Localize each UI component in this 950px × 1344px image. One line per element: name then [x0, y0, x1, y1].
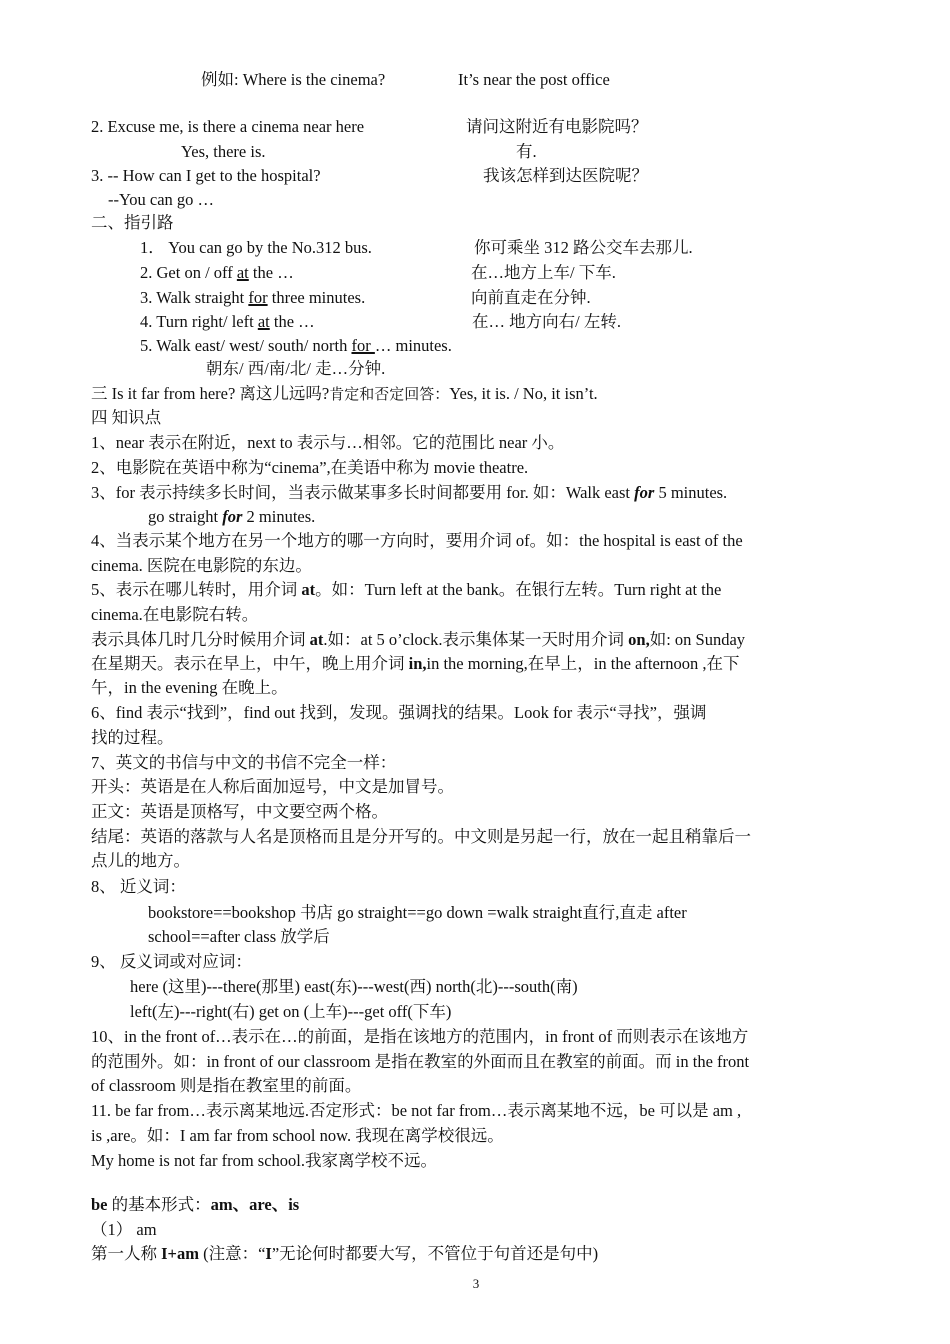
direction-4 [140, 311, 315, 333]
knowledge-point-6: 6、find 表示“找到”，find out 找到，发现。强调找的结果。Look for 表示“寻找”，强调 [91, 703, 707, 722]
knowledge-point-3-example-tail: 2 minutes. [242, 507, 316, 526]
knowledge-point-11: 11. be far from…表示离某地远.否定形式：be not far from…表示离某地不远，be 可以是 am , [91, 1101, 742, 1120]
direction-4-cn: 在… 地方向右/ 左转. [472, 312, 621, 331]
direction-5-cn: 朝东/ 西/南/北/ 走…分钟. [206, 359, 386, 378]
direction-3-text: 3. Walk straight [140, 288, 249, 307]
knowledge-point-3-tail: 5 minutes. [654, 483, 728, 502]
knowledge-point-5-day-text: 在星期天。表示在早上，中午，晚上用介词 [91, 654, 409, 673]
direction-5-tail: … minutes. [374, 336, 452, 355]
knowledge-point-3-example-keyword: for [222, 507, 243, 526]
sentence-2: 2. Excuse me, is there a cinema near here [91, 117, 365, 136]
be-forms-heading [91, 1194, 299, 1216]
knowledge-point-3 [91, 482, 727, 504]
knowledge-point-5-keyword: at [301, 580, 316, 599]
knowledge-point-3-example-text: go straight [148, 507, 223, 526]
page-number: 3 [472, 1276, 480, 1291]
knowledge-point-7: 7、英文的书信与中文的书信不完全一样： [91, 753, 397, 772]
direction-3-cn: 向前直走在分钟. [471, 288, 591, 307]
knowledge-point-7-opening: 开头：英语是在人称后面加逗号，中文是加冒号。 [91, 777, 454, 796]
direction-3-tail: three minutes. [267, 288, 366, 307]
sentence-3: 3. -- How can I get to the hospital? [91, 166, 321, 185]
knowledge-point-11-example: My home is not far from school.我家离学校不远。 [91, 1151, 438, 1170]
knowledge-point-11-cont: is ,are。如：I am far from school now. 我现在离学校很远。 [91, 1126, 504, 1145]
knowledge-point-5-evening: 午，in the evening 在晚上。 [91, 678, 288, 697]
knowledge-point-5-text: 5、表示在哪儿转时，用介词 [91, 580, 302, 599]
section-heading-2: 二、指引路 [91, 213, 174, 232]
be-forms-label: 的基本形式： [107, 1195, 211, 1214]
knowledge-point-5-time-keyword: at [309, 630, 324, 649]
knowledge-point-5-cont: cinema.在电影院右转。 [91, 605, 259, 624]
antonyms-line-1: here (这里)---there(那里) east(东)---west(西) north(北)---south(南) [130, 977, 578, 996]
section-3-answer: Yes, it is. / No, it isn’t. [449, 384, 598, 403]
sentence-2-reply: Yes, there is. [181, 142, 266, 161]
be-form-am-pattern: I+am [161, 1244, 199, 1263]
example-answer: It’s near the post office [458, 70, 610, 89]
knowledge-point-4: 4、当表示某个地方在另一个地方的哪一方向时，要用介词 of。如：the hospital is east of the [91, 531, 743, 550]
direction-4-keyword: at [257, 312, 270, 331]
be-form-am: （1） am [91, 1220, 157, 1239]
example-question: 例如: Where is the cinema? [201, 70, 386, 89]
knowledge-point-5-time-tail: 如: on Sunday [649, 630, 746, 649]
direction-4-tail: the … [269, 312, 315, 331]
knowledge-point-10: 10、in the front of…表示在…的前面，是指在该地方的范围内，in front of 而则表示在该地方 [91, 1027, 749, 1046]
knowledge-point-10-end: of classroom 则是指在教室里的前面。 [91, 1076, 362, 1095]
section-3-note: 肯定和否定回答： [329, 387, 450, 403]
sentence-2-cn: 请问这附近有电影院吗？ [466, 117, 648, 136]
direction-1: 1． You can go by the No.312 bus. [140, 238, 372, 257]
section-heading-3 [91, 383, 598, 406]
be-form-am-note: ”无论何时都要大写，不管位于句首还是句中) [271, 1244, 599, 1263]
direction-4-text: 4. Turn right/ left [140, 312, 258, 331]
direction-2-keyword: at [236, 263, 249, 282]
sentence-3-cn: 我该怎样到达医院呢？ [483, 166, 648, 185]
knowledge-point-3-example [148, 506, 315, 528]
knowledge-point-10-cont: 的范围外。如：in front of our classroom 是指在教室的外面而且在教室的前面。而 in the front [91, 1052, 750, 1071]
knowledge-point-7-body: 正文：英语是顶格写，中文要空两个格。 [91, 802, 388, 821]
knowledge-point-9: 9、 反义词或对应词： [91, 952, 252, 971]
knowledge-point-5-day-tail: in the morning,在早上，in the afternoon ,在下 [426, 654, 740, 673]
knowledge-point-2: 2、电影院在英语中称为“cinema”,在美语中称为 movie theatre. [91, 458, 529, 477]
be-form-am-note-open: (注意：“ [198, 1244, 266, 1263]
direction-2-text: 2. Get on / off [140, 263, 237, 282]
knowledge-point-5-time-keyword-on: on, [628, 630, 650, 649]
direction-5-text: 5. Walk east/ west/ south/ north [140, 336, 352, 355]
direction-5-keyword: for [351, 336, 375, 355]
knowledge-point-8: 8、 近义词： [91, 877, 186, 896]
direction-5 [140, 335, 452, 357]
be-word: be [91, 1195, 108, 1214]
direction-2 [140, 262, 294, 284]
be-form-am-note-i: I [265, 1244, 272, 1263]
knowledge-point-5-time [91, 629, 745, 651]
knowledge-point-6-cont: 找的过程。 [91, 728, 174, 747]
section-heading-4: 四 知识点 [91, 408, 162, 427]
knowledge-point-5-day-keyword: in, [408, 654, 427, 673]
knowledge-point-5-tail: 。如：Turn left at the bank。在银行左转。Turn right at the [315, 580, 722, 599]
direction-2-cn: 在…地方上车/ 下车. [471, 263, 616, 282]
knowledge-point-4-cont: cinema. 医院在电影院的东边。 [91, 556, 312, 575]
direction-3-keyword: for [248, 288, 268, 307]
knowledge-point-5 [91, 579, 721, 601]
knowledge-point-5-time-mid: .如：at 5 o’clock.表示集体某一天时用介词 [323, 630, 629, 649]
be-form-am-rule [91, 1243, 598, 1265]
section-3-question: 三 Is it far from here? 离这儿远吗? [91, 384, 330, 403]
sentence-3-reply: --You can go … [108, 190, 215, 209]
sentence-2-reply-cn: 有. [516, 142, 537, 161]
knowledge-point-5-day [91, 653, 740, 675]
knowledge-point-5-time-text: 表示具体几时几分时候用介词 [91, 630, 310, 649]
knowledge-point-7-closing-cont: 点儿的地方。 [91, 851, 190, 870]
direction-2-tail: the … [248, 263, 294, 282]
synonyms-line-2: school==after class 放学后 [148, 927, 330, 946]
knowledge-point-1: 1、near 表示在附近，next to 表示与…相邻。它的范围比 near 小。 [91, 433, 565, 452]
knowledge-point-3-keyword: for [634, 483, 655, 502]
antonyms-line-2: left(左)---right(右) get on (上车)---get off(下车) [130, 1002, 452, 1021]
knowledge-point-7-closing: 结尾：英语的落款与人名是顶格而且是分开写的。中文则是另起一行，放在一起且稍靠后一 [91, 827, 751, 846]
knowledge-point-3-text: 3、for 表示持续多长时间，当表示做某事多长时间都要用 for. 如：Walk east [91, 483, 635, 502]
direction-1-cn: 你可乘坐 312 路公交车去那儿. [474, 238, 693, 257]
be-form-am-person: 第一人称 [91, 1244, 162, 1263]
synonyms-line-1: bookstore==bookshop 书店 go straight==go down =walk straight直行,直走 after [148, 903, 687, 922]
be-forms-list: am、are、is [210, 1195, 300, 1214]
direction-3 [140, 287, 365, 309]
